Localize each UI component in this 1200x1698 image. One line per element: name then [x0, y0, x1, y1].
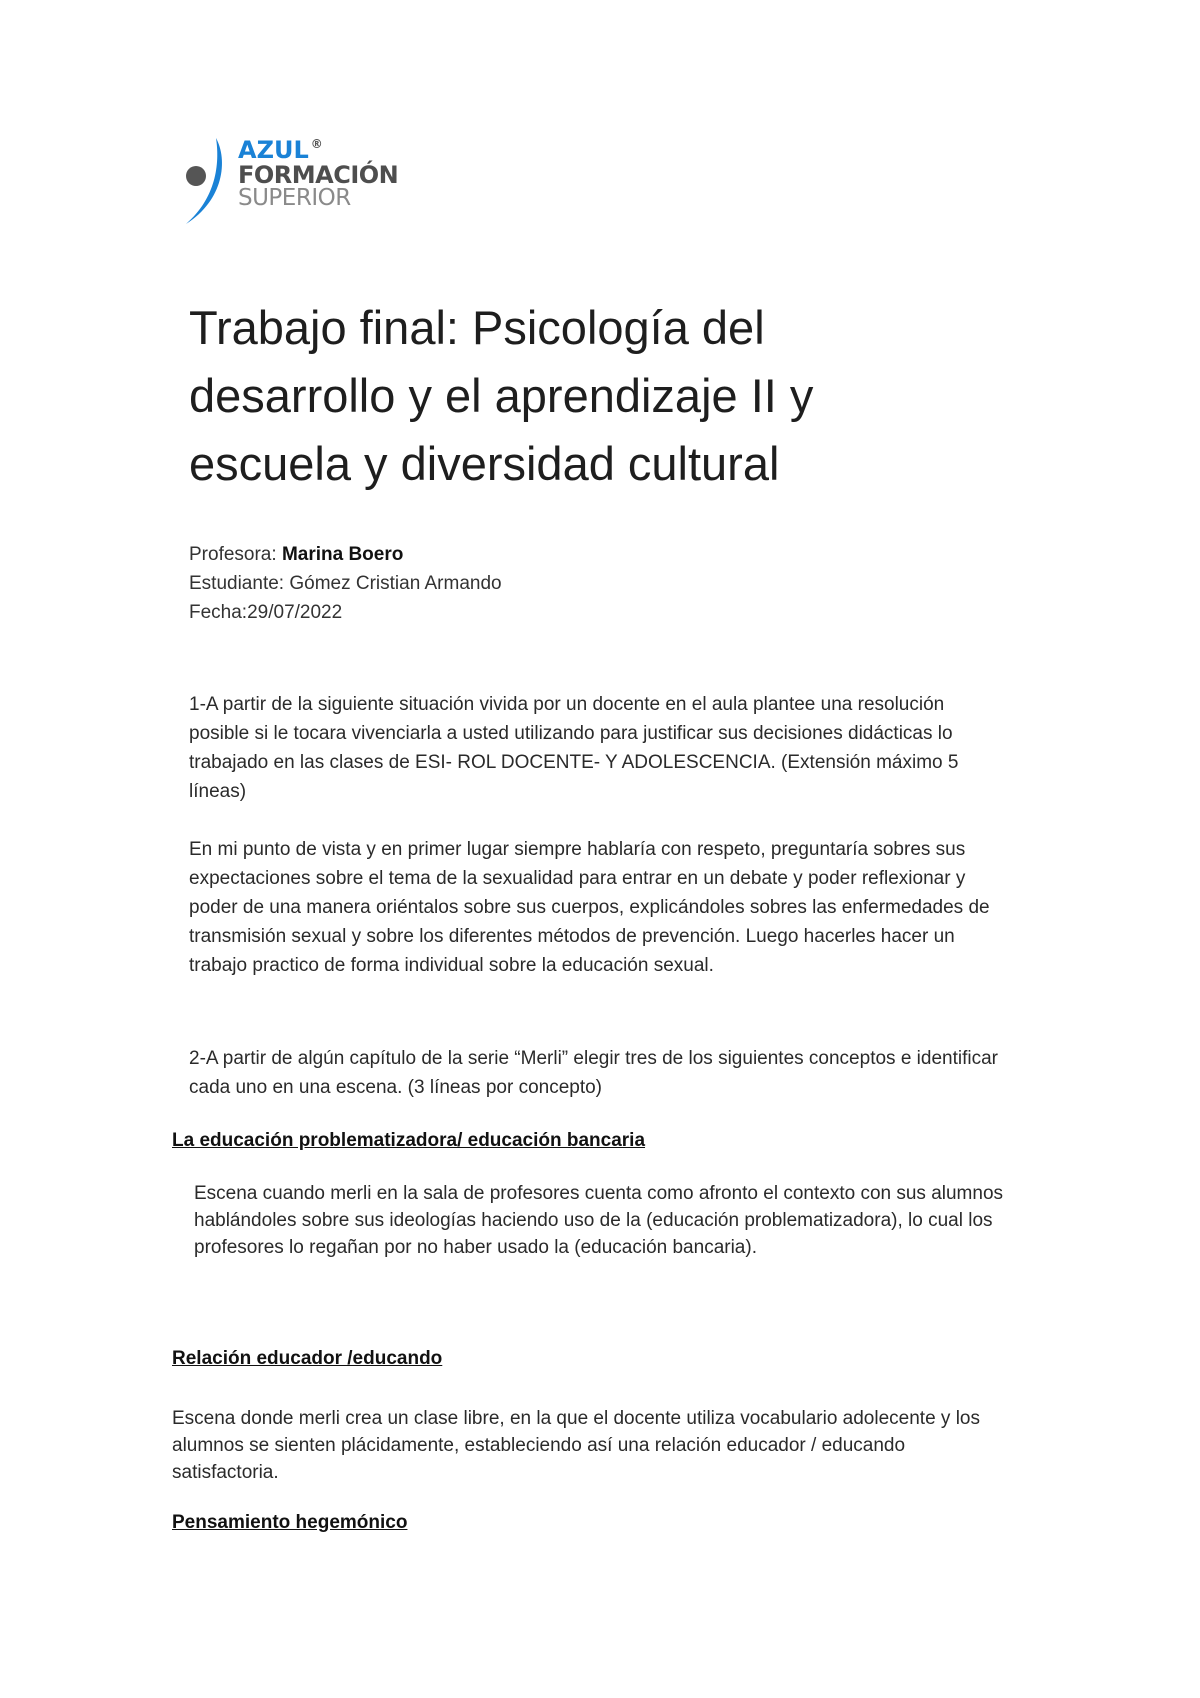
registered-mark: ®: [310, 137, 323, 151]
question-1: 1-A partir de la siguiente situación vivida por un docente en el aula plantee una resolución posible si le tocara vivenciarla a usted utilizando para justificar sus decisiones didácticas lo trabajado en las clases de ESI- ROL DOCENTE- Y ADOLESCENCIA. (Extensión máximo 5 líneas): [189, 694, 959, 802]
document-title: Trabajo final: Psicología del desarrollo y el aprendizaje II y escuela y diversidad cultural: [189, 301, 814, 490]
question-2: 2-A partir de algún capítulo de la serie “Merli” elegir tres de los siguientes conceptos e identificar cada uno en una escena. (3 líneas por concepto): [189, 1048, 998, 1098]
concept-text-1: Escena cuando merli en la sala de profesores cuenta como afronto el contexto con sus alumnos hablándoles sobre sus ideologías haciendo uso de la (educación problematizadora), lo cual los profesores lo regañan por no haber usado la (educación bancaria).: [194, 1183, 1004, 1258]
concept-heading-1: La educación problematizadora/ educación bancaria: [172, 1130, 646, 1151]
logo-wordmark: [238, 138, 398, 210]
logo-superior: SUPERIOR: [238, 185, 351, 211]
concept-heading-2: Relación educador /educando: [172, 1348, 443, 1369]
logo-azul: AZUL ®: [238, 136, 323, 164]
logo-formacion: FORMACIÓN: [238, 161, 399, 189]
concept-heading-3: Pensamiento hegemónico: [172, 1512, 408, 1533]
estudiante-line: Estudiante: Gómez Cristian Armando: [189, 573, 502, 594]
fecha-line: Fecha:29/07/2022: [189, 602, 343, 623]
profesora-name: Marina Boero: [281, 544, 404, 565]
concept-text-2: Escena donde merli crea un clase libre, en la que el docente utiliza vocabulario adolecente y los alumnos se sienten plácidamente, estableciendo así una relación educador / educando satisfactoria.: [172, 1408, 980, 1483]
logo-swoosh-icon: [178, 138, 240, 228]
document-meta: [189, 540, 502, 627]
profesora-line: Profesora: Marina Boero: [189, 544, 404, 565]
institution-logo: [178, 136, 399, 228]
answer-1: En mi punto de vista y en primer lugar siempre hablaría con respeto, preguntaría sobres sus expectaciones sobre el tema de la sexualidad para entrar en un debate y poder reflexionar y poder de una manera oriéntalos sobre sus cuerpos, explicándoles sobres las enfermedades de transmisión sexual y sobre los diferentes métodos de prevención. Luego hacerles hacer un trabajo practico de forma individual sobre la educación sexual.: [189, 839, 990, 976]
logo-dot: [186, 166, 206, 186]
